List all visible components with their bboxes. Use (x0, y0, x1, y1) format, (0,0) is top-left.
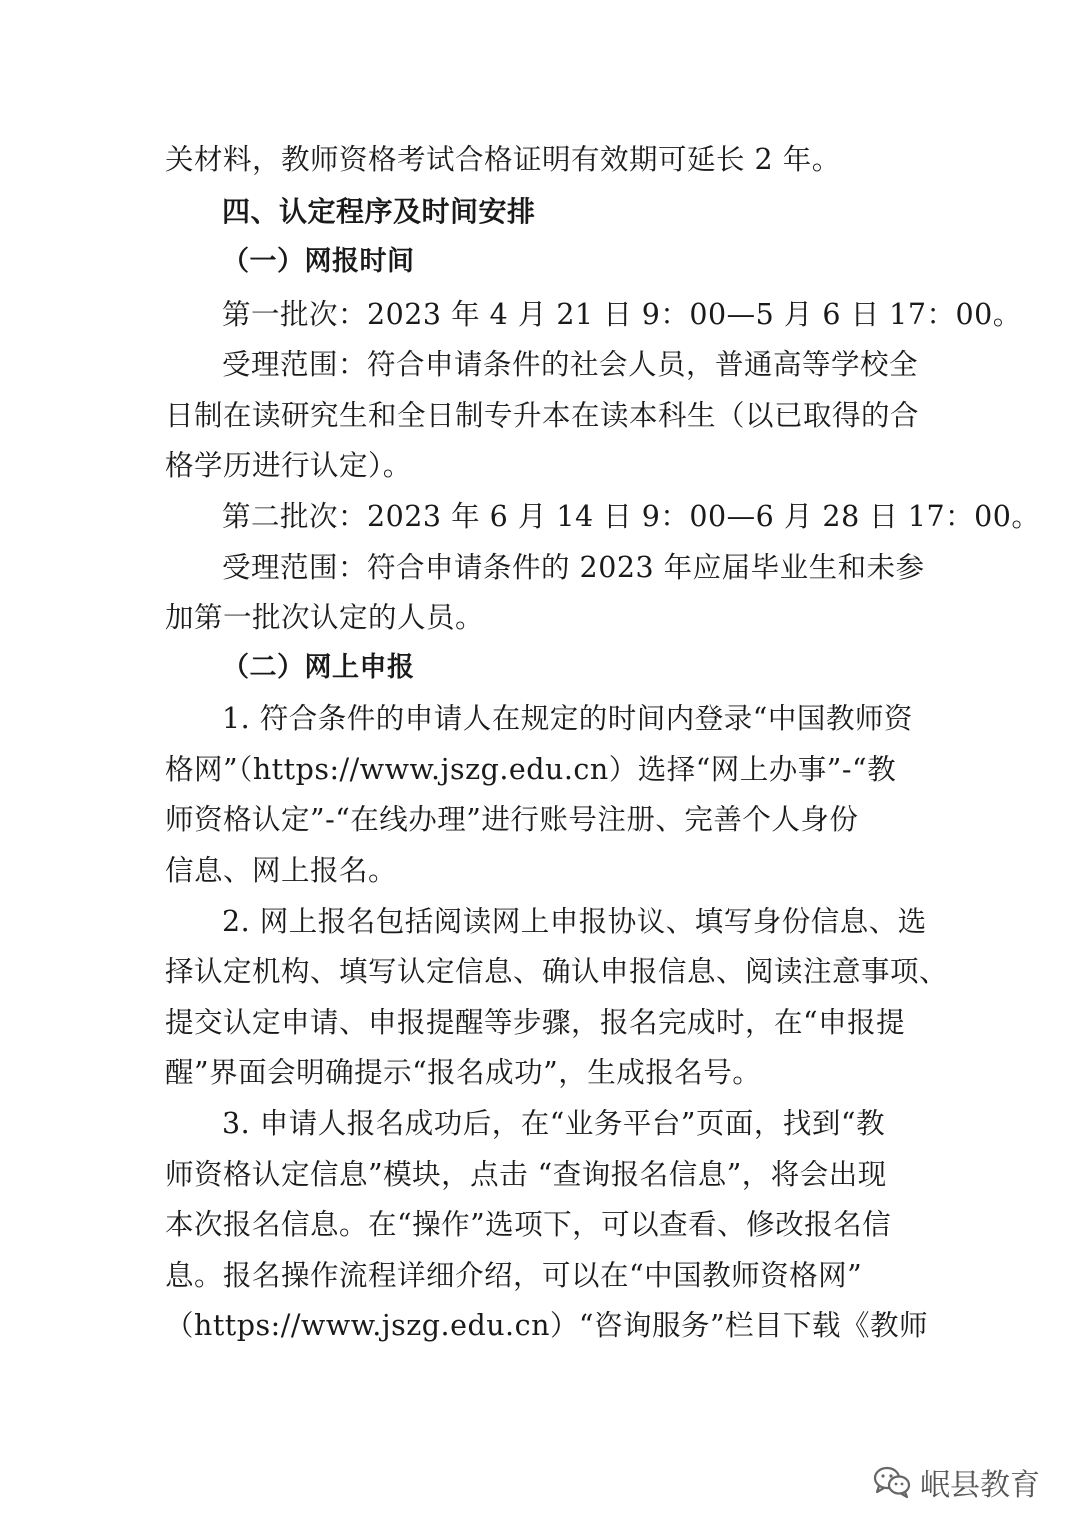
text-line: 格学历进行认定）。 (165, 449, 412, 482)
text-line: 本次报名信息。在“操作”选项下，可以查看、修改报名信 (165, 1208, 892, 1241)
text-line: 息。报名操作流程详细介绍，可以在“中国教师资格网” (165, 1259, 863, 1292)
text-line: （https://www.jszg.edu.cn）“咨询服务”栏目下载《教师 (165, 1309, 929, 1342)
text-line: 第二批次：2023 年 6 月 14 日 9：00—6 月 28 日 17：00。 (222, 500, 1041, 533)
text-line: 受理范围：符合申请条件的 2023 年应届毕业生和未参 (222, 551, 925, 584)
subsection-heading: （二）网上申报 (222, 652, 415, 683)
text-line: 3. 申请人报名成功后，在“业务平台”页面，找到“教 (222, 1107, 885, 1140)
text-line: 日制在读研究生和全日制专升本在读本科生（以已取得的合 (165, 399, 920, 432)
text-line: 格网”（https://www.jszg.edu.cn）选择“网上办事”-“教 (165, 753, 897, 786)
text-line: 信息、网上报名。 (165, 854, 398, 887)
text-line: 2. 网上报名包括阅读网上申报协议、填写身份信息、选 (222, 905, 927, 938)
text-line: 加第一批次认定的人员。 (165, 601, 485, 634)
text-line: 醒”界面会明确提示“报名成功”，生成报名号。 (165, 1056, 762, 1089)
text-line: 师资格认定”-“在线办理”进行账号注册、完善个人身份 (165, 803, 859, 836)
text-line: 师资格认定信息”模块，点击 “查询报名信息”，将会出现 (165, 1158, 887, 1191)
section-heading: 四、认定程序及时间安排 (222, 195, 536, 228)
watermark-text: 岷县教育 (920, 1468, 1040, 1503)
text-line: 择认定机构、填写认定信息、确认申报信息、阅读注意事项、 (165, 955, 949, 988)
account-watermark (872, 1460, 1040, 1504)
text-line: 1. 符合条件的申请人在规定的时间内登录“中国教师资 (222, 702, 913, 735)
text-line: 受理范围：符合申请条件的社会人员，普通高等学校全 (222, 348, 919, 381)
text-line: 提交认定申请、申报提醒等步骤，报名完成时，在“申报提 (165, 1006, 906, 1039)
wechat-icon (872, 1464, 912, 1500)
text-line: 第一批次：2023 年 4 月 21 日 9：00—5 月 6 日 17：00。 (222, 298, 1022, 331)
text-line: 关材料，教师资格考试合格证明有效期可延长 2 年。 (165, 143, 841, 176)
subsection-heading: （一）网报时间 (222, 246, 415, 277)
